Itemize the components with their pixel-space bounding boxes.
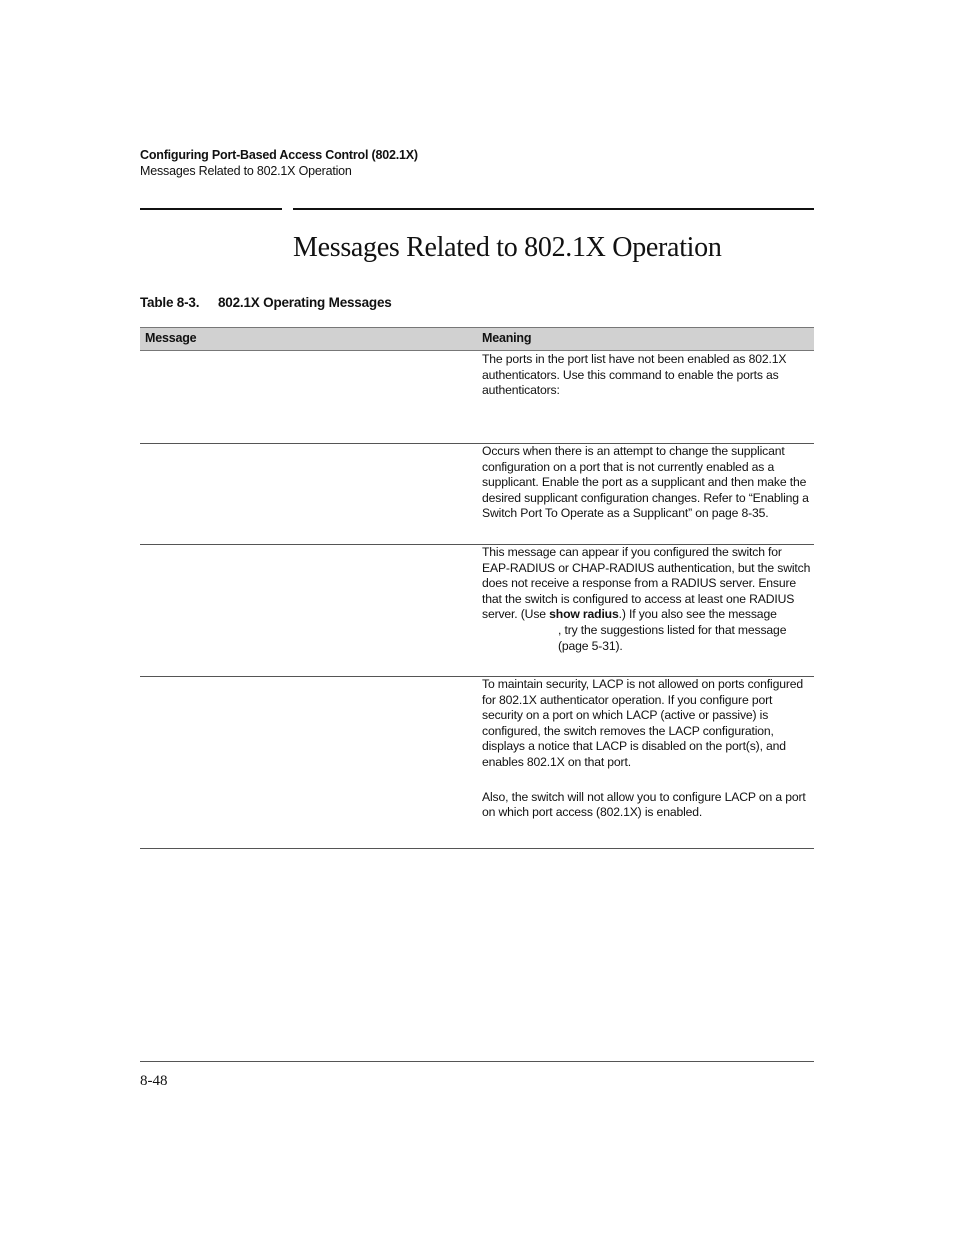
meaning-text-part: This message can appear if you configured the switch for EAP-RADIUS or CHAP-RADIUS authentication, but the switch does not receive a response from a RADIUS server. Ensure that the switch is configured to access at least one RADIUS server. (Use: [482, 545, 811, 622]
header-rule-right: [293, 208, 814, 210]
meaning-text-part: .) If you also see the message: [618, 607, 777, 622]
header-rule-left: [140, 208, 282, 210]
table-header: [140, 327, 814, 351]
running-header-chapter: Configuring Port-Based Access Control (802.1X): [140, 148, 418, 162]
meaning-text: [482, 545, 812, 623]
meaning-text: To maintain security, LACP is not allowed on ports configured for 802.1X authenticator operation. If you configure port security on a port on which LACP (active or passive) is configured, the switch removes the LACP configuration, displays a notice that LACP is disabled on the port(s), and enables 802.1X on that port.: [482, 677, 803, 769]
meaning-text: Occurs when there is an attempt to change the supplicant configuration on a port that is not currently enabled as a supplicant. Enable the port as a supplicant and then make the desired supplicant configuration changes. Refer to “Enabling a Switch Port To Operate as a Supplicant” on page 8-35.: [482, 444, 809, 521]
command-show-radius: show radius: [549, 607, 619, 622]
table-bottom-rule: [140, 848, 814, 849]
page-number: 8-48: [140, 1073, 168, 1089]
meaning-text-continued: , try the suggestions listed for that message (page 5-31).: [558, 622, 787, 653]
table-caption: [140, 295, 392, 310]
footer-rule: [140, 1061, 814, 1062]
table-row-4-meaning: [482, 677, 812, 821]
table-row-2-meaning: [482, 444, 812, 522]
table-row-1-meaning: [482, 352, 812, 399]
running-header-section: Messages Related to 802.1X Operation: [140, 164, 352, 178]
column-header-meaning: Meaning: [482, 331, 532, 345]
table-caption-number: Table 8-3.: [140, 295, 200, 310]
meaning-text: Also, the switch will not allow you to configure LACP on a port on which port access (802.1X) is enabled.: [482, 789, 806, 820]
page-title: Messages Related to 802.1X Operation: [293, 232, 722, 263]
table-caption-title: 802.1X Operating Messages: [218, 295, 392, 310]
paragraph-gap: [482, 771, 812, 790]
column-header-message: Message: [145, 331, 197, 345]
table-row-3-meaning: [482, 545, 812, 654]
meaning-text: The ports in the port list have not been enabled as 802.1X authenticators. Use this command to enable the ports as authenticators:: [482, 352, 787, 398]
